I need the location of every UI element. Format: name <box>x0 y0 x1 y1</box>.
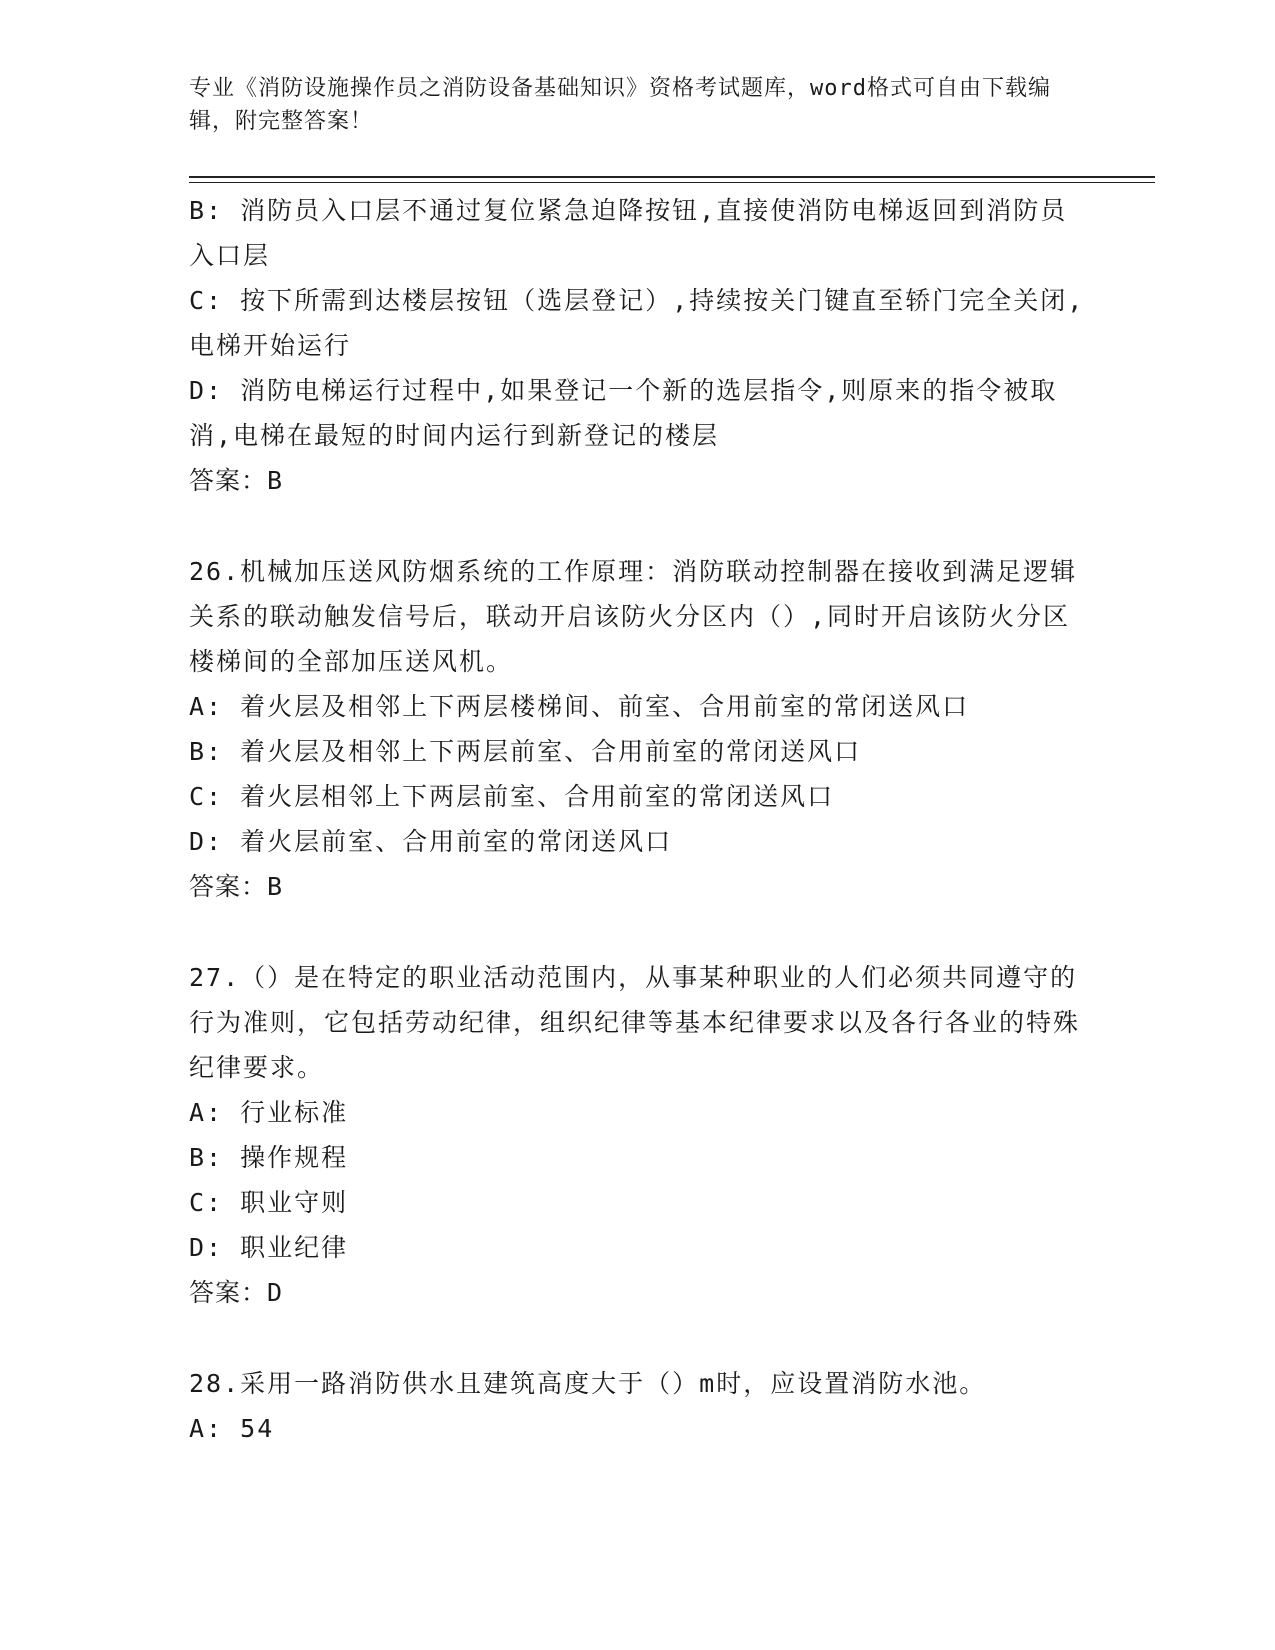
q28-option-a: A: 54 <box>189 1414 275 1443</box>
q26-option-c: C: 着火层相邻上下两层前室、合用前室的常闭送风口 <box>189 782 835 811</box>
question-28-block <box>189 1361 1089 1451</box>
q26-option-d: D: 着火层前室、合用前室的常闭送风口 <box>189 827 673 856</box>
header-divider-thin <box>189 182 1155 183</box>
q28-question-text: 28.采用一路消防供水且建筑高度大于（）m时，应设置消防水池。 <box>189 1369 987 1398</box>
q27-option-a: A: 行业标准 <box>189 1098 349 1127</box>
q26-option-a: A: 着火层及相邻上下两层楼梯间、前室、合用前室的常闭送风口 <box>189 692 970 721</box>
spacer <box>189 1315 1089 1361</box>
q25-option-c: C: 按下所需到达楼层按钮（选层登记）,持续按关门键直至轿门完全关闭,电梯开始运行 <box>189 286 1085 360</box>
q26-question-text: 26.机械加压送风防烟系统的工作原理：消防联动控制器在接收到满足逻辑关系的联动触发信号后，联动开启该防火分区内（）,同时开启该防火分区楼梯间的全部加压送风机。 <box>189 557 1078 676</box>
question-26-block <box>189 549 1089 909</box>
question-content <box>189 188 1089 1451</box>
header-divider-thick <box>189 176 1155 178</box>
question-25-block <box>189 188 1089 503</box>
q27-answer: 答案：D <box>189 1278 284 1307</box>
q26-answer: 答案：B <box>189 872 284 901</box>
q27-option-d: D: 职业纪律 <box>189 1233 349 1262</box>
q25-option-d: D: 消防电梯运行过程中,如果登记一个新的选层指令,则原来的指令被取消,电梯在最短的时间内运行到新登记的楼层 <box>189 376 1058 450</box>
q25-option-b: B: 消防员入口层不通过复位紧急迫降按钮,直接使消防电梯返回到消防员入口层 <box>189 196 1068 270</box>
spacer <box>189 503 1089 549</box>
q27-option-b: B: 操作规程 <box>189 1143 349 1172</box>
q27-option-c: C: 职业守则 <box>189 1188 349 1217</box>
spacer <box>189 909 1089 955</box>
document-header: 专业《消防设施操作员之消防设备基础知识》资格考试题库，word格式可自由下载编辑，附完整答案！ <box>189 76 1051 134</box>
q25-answer: 答案：B <box>189 466 284 495</box>
q27-question-text: 27.（）是在特定的职业活动范围内，从事某种职业的人们必须共同遵守的行为准则，它包括劳动纪律，组织纪律等基本纪律要求以及各行各业的特殊纪律要求。 <box>189 963 1081 1082</box>
q26-option-b: B: 着火层及相邻上下两层前室、合用前室的常闭送风口 <box>189 737 862 766</box>
question-27-block <box>189 955 1089 1315</box>
